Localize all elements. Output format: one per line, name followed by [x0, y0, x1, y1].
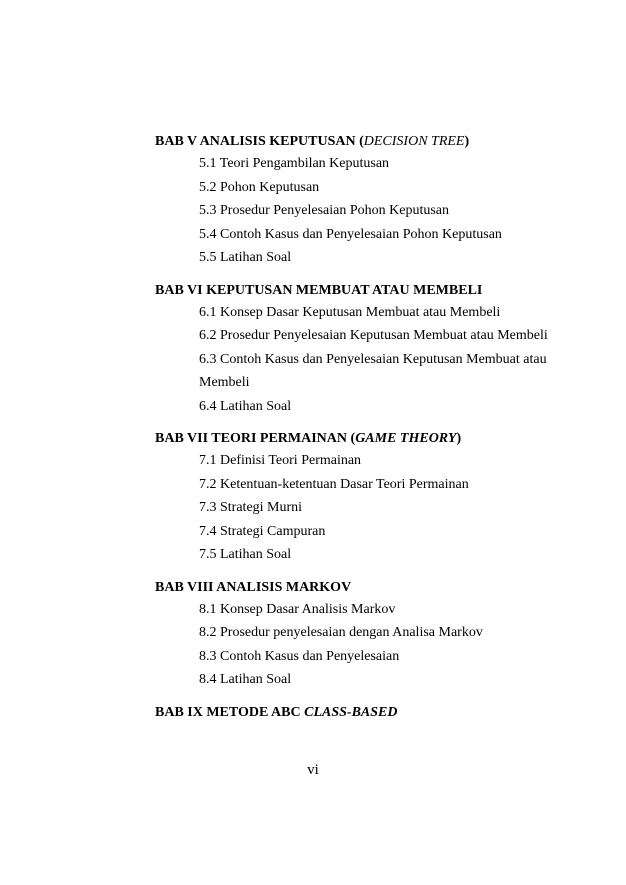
chapter-heading-5: [155, 132, 555, 152]
chapter-9-prefix: BAB IX METODE ABC: [155, 704, 305, 720]
toc-entry-7-4: 7.4 Strategi Campuran: [199, 523, 326, 539]
chapter-5-prefix: BAB V ANALISIS KEPUTUSAN (: [155, 134, 364, 149]
toc-entry-8-3: 8.3 Contoh Kasus dan Penyelesaian: [199, 648, 400, 664]
page-number: vi: [307, 762, 319, 778]
toc-entry-7-5: 7.5 Latihan Soal: [199, 547, 292, 562]
toc-entry-8-1: 8.1 Konsep Dasar Analisis Markov: [199, 601, 396, 617]
toc-entry-6-4: 6.4 Latihan Soal: [199, 398, 292, 414]
chapter-heading-7: [155, 429, 555, 449]
toc-entry-6-3: 6.3 Contoh Kasus dan Penyelesaian Keputusan Membuat atau: [199, 351, 547, 367]
toc-entry-6-2: 6.2 Prosedur Penyelesaian Keputusan Membuat atau Membeli: [199, 328, 548, 343]
toc-entry-5-2: 5.2 Pohon Keputusan: [199, 179, 320, 195]
chapter-heading-6: BAB VI KEPUTUSAN MEMBUAT ATAU MEMBELI: [155, 282, 483, 298]
chapter-heading-9: [155, 703, 555, 723]
toc-entry-5-5: 5.5 Latihan Soal: [199, 250, 292, 265]
toc-entry-7-1: 7.1 Definisi Teori Permainan: [199, 453, 362, 468]
chapter-7-suffix: ): [456, 431, 462, 446]
toc-entry-8-4: 8.4 Latihan Soal: [199, 672, 292, 687]
chapter-9-italic: CLASS-BASED: [304, 704, 398, 720]
toc-entry-7-3: 7.3 Strategi Murni: [199, 500, 303, 515]
toc-entry-6-1: 6.1 Konsep Dasar Keputusan Membuat atau Membeli: [199, 304, 501, 320]
chapter-7-prefix: BAB VII TEORI PERMAINAN (: [155, 431, 356, 446]
chapter-7-italic: GAME THEORY: [355, 431, 457, 446]
toc-entry-7-2: 7.2 Ketentuan-ketentuan Dasar Teori Permainan: [199, 476, 469, 492]
toc-entry-6-3-continued: Membeli: [199, 375, 250, 390]
chapter-5-italic: DECISION TREE: [363, 134, 465, 149]
chapter-5-suffix: ): [464, 134, 470, 149]
toc-entry-8-2: 8.2 Prosedur penyelesaian dengan Analisa Markov: [199, 625, 483, 640]
toc-entry-5-3: 5.3 Prosedur Penyelesaian Pohon Keputusan: [199, 203, 450, 218]
toc-entry-5-4: 5.4 Contoh Kasus dan Penyelesaian Pohon Keputusan: [199, 226, 502, 242]
toc-entry-5-1: 5.1 Teori Pengambilan Keputusan: [199, 156, 390, 171]
chapter-heading-8: BAB VIII ANALISIS MARKOV: [155, 579, 352, 595]
table-of-contents: [155, 132, 555, 723]
